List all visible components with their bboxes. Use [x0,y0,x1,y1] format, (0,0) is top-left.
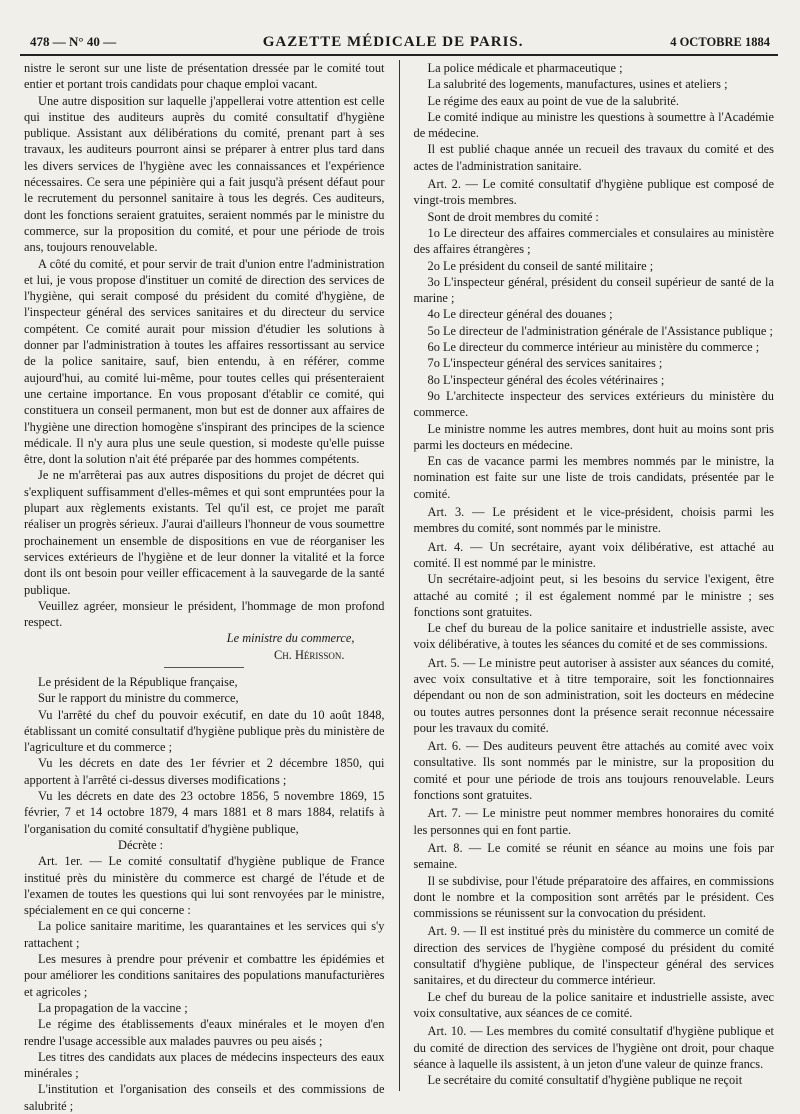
article-paragraph: Art. 7. — Le ministre peut nommer membres honoraires du comité les personnes qui en font partie. [413,806,774,837]
paragraph: Le chef du bureau de la police sanitaire et industrielle assiste, avec voix consultative, aux séances de ce comité. [413,989,774,1020]
paragraph: Veuillez agréer, monsieur le président, l'hommage de mon profond respect. [24,598,385,630]
decree-heading: Décrète : [118,837,164,852]
paragraph: Vu les décrets en date des 1er février et 2 décembre 1850, qui apportent à l'arrêté ci-dessus diverses modifications ; [24,756,385,787]
list-item: 2o Le président du conseil de santé militaire ; [427,258,654,273]
paragraph: La police sanitaire maritime, les quarantaines et les services qui s'y rattachent ; [24,919,385,950]
list-item: 1o Le directeur des affaires commerciales et consulaires au ministère des affaires étrangères ; [413,225,774,257]
paragraph: L'institution et l'organisation des conseils et des commissions de salubrité ; [24,1082,385,1113]
signature-name: Ch. Hérisson. [273,647,345,662]
right-column [414,60,775,1091]
paragraph: Le comité indique au ministre les questions à soumettre à l'Académie de médecine. [413,109,774,141]
list-item: 5o Le directeur de l'administration générale de l'Assistance publique ; [427,323,773,338]
list-item: 7o L'inspecteur général des services sanitaires ; [427,356,663,371]
list-item: 6o Le directeur du commerce intérieur au ministère du commerce ; [427,340,760,355]
paragraph: Sur le rapport du ministre du commerce, [38,691,239,706]
article-paragraph: Art. 9. — Il est institué près du ministère du commerce un comité de direction des services de l'hygiène composé du président du comité consultatif d'hygiène publique, de l'inspecteur général des services sanitaires, et du directeur du commerce intérieur. [413,924,774,988]
paragraph: nistre le seront sur une liste de présentation dressée par le comité tout entier et portant trois candidats pour chaque emploi vacant. [24,61,385,92]
section-separator [164,667,244,668]
paragraph: La police médicale et pharmaceutique ; [427,61,623,75]
article-paragraph: Art. 1er. — Le comité consultatif d'hygiène publique de France institué près du ministère du commerce est chargé de l'étude et de l'examen de toutes les questions qui lui sont renvoyées par le ministre, spécialement en ce qui concerne : [24,854,385,918]
page-number: 478 — N° 40 — [30,34,117,49]
paragraph: Le président de la République française, [38,674,238,689]
article-paragraph: Art. 4. — Un secrétaire, ayant voix délibérative, est attaché au comité. Il est nommé par le ministre. [413,539,774,570]
issue-date: 4 OCTOBRE 1884 [670,35,770,49]
paragraph: Vu les décrets en date des 23 octobre 1856, 5 novembre 1869, 15 février, 7 et 14 octobre 1879, 4 mars 1881 et 8 mars 1884, relatifs à l'organisation du comité consultatif d'hygiène publique, [24,789,385,836]
article-paragraph: Art. 10. — Les membres du comité consultatif d'hygiène publique et du comité de direction des services de l'hygiène ont droit, pour chaque séance à laquelle ils assistent, à un jeton d'une valeur de quinze francs. [413,1024,774,1071]
paragraph: Il est publié chaque année un recueil des travaux du comité et des actes de l'administration sanitaire. [413,142,774,173]
paragraph: Le ministre nomme les autres membres, dont huit au moins sont pris parmi les docteurs en médecine. [413,421,774,452]
paragraph: En cas de vacance parmi les membres nommés par le ministre, la nomination est faite sur une liste de trois candidats, présentée par le comité. [413,454,774,501]
list-item: 9o L'architecte inspecteur des services extérieurs du ministère du commerce. [413,388,774,420]
paragraph: Le régime des eaux au point de vue de la salubrité. [427,93,680,108]
list-item: 4o Le directeur général des douanes ; [427,307,613,322]
paragraph: Sont de droit membres du comité : [427,209,599,224]
article-paragraph: Art. 5. — Le ministre peut autoriser à assister aux séances du comité, avec voix consultative et à titre temporaire, soit les fonctionnaires dépendant ou non de son administration, soit les docteurs en médecine ou toutes autres personnes dont la présence serait reconnue nécessaire pour les travaux du comité. [413,655,774,735]
left-column [24,60,385,1113]
paragraph: Il se subdivise, pour l'étude préparatoire des affaires, en commissions dont le nombre et la composition sont arrêtés par le président. Ces commissions se réunissent sur la convocation du président. [413,873,774,921]
paragraph: Le chef du bureau de la police sanitaire et industrielle assiste, avec voix délibérative, à toutes les séances du comité et de ses commissions. [413,621,774,652]
paragraph: Les titres des candidats aux places de médecins inspecteurs des eaux minérales ; [24,1049,385,1081]
paragraph: Le secrétaire du comité consultatif d'hygiène publique ne reçoit [427,1073,743,1088]
journal-title: GAZETTE MÉDICALE DE PARIS. [262,34,524,50]
article-paragraph: Art. 6. — Des auditeurs peuvent être attachés au comité avec voix consultative. Ils sont nommés par le ministre, sur la proposition du comité et pour une période de trois ans toujours renouvelable. Leurs fonctions sont gratuites. [413,739,774,803]
paragraph: Un secrétaire-adjoint peut, si les besoins du service l'exigent, être attaché au comité ; il est également nommé par le ministre ; ses fonctions sont gratuites. [413,572,774,619]
article-paragraph: Art. 3. — Le président et le vice-président, choisis parmi les membres du comité, sont nommés par le ministre. [413,505,774,536]
paragraph: A côté du comité, et pour servir de trait d'union entre l'administration et lui, je vous propose d'instituer un comité de direction des services de l'hygiène, qui serait composé du président du comité d'hygiène, de l'inspecteur général des services sanitaires et du directeur du service compétent. Ce comité aurait pour mission d'étudier les solutions à donner par l'administration à toutes les affaires ressortissant au service de la police sanitaire, sauf, bien entendu, à en référer, comme aujourd'hui, au comité lui-même, pour toutes celles qui présenteraient une certaine importance. En vous proposant d'établir ce comité, qui constituera un conseil permanent, mon but est de donner aux affaires de l'hygiène une direction homogène s'inspirant des principes de la science médicale. Il n'y aura plus une seule question, si modeste qu'elle puisse être, dont la solution n'ait été préparée par des hommes compétents. [24,256,385,467]
page-header [30,32,770,52]
paragraph: La salubrité des logements, manufactures, usines et ateliers ; [427,77,728,92]
column-divider [399,60,400,1091]
list-item: 3o L'inspecteur général, président du conseil supérieur de santé de la marine ; [413,274,774,306]
article-paragraph: Art. 8. — Le comité se réunit en séance au moins une fois par semaine. [413,840,774,872]
list-item: 8o L'inspecteur général des écoles vétérinaires ; [427,372,665,387]
paragraph: Le régime des établissements d'eaux minérales et le moyen d'en rendre l'usage accessible aux malades pauvres ou peu aisés ; [24,1017,385,1048]
article-columns [24,60,774,1113]
paragraph: La propagation de la vaccine ; [38,1000,188,1015]
paragraph: Je ne m'arrêterai pas aux autres dispositions du projet de décret qui s'expliquent suffisamment d'elles-mêmes et qui sont empruntées pour la plupart aux règlements existants. Tel qu'il est, ce projet me paraît réaliser un progrès sérieux. J'aurai d'ailleurs l'honneur de vous soumettre prochainement un ensemble de dispositions en vue de réorganiser les services extérieurs de l'hygiène et de leur donner la vitalité et la force dont ils ont besoin pour veiller efficacement à la sauvegarde de la santé publique. [24,468,385,597]
paragraph: Vu l'arrêté du chef du pouvoir exécutif, en date du 10 août 1848, établissant un comité consultatif d'hygiène publique près du ministère de l'agriculture et du commerce ; [24,707,385,755]
paragraph: Une autre disposition sur laquelle j'appellerai votre attention est celle qui institue des auditeurs auprès du comité consultatif d'hygiène publique. Assistant aux délibérations du comité, prenant part à ses travaux, les auditeurs pourront ainsi se préparer à entrer plus tard dans les divers services de l'hygiène avec les connaissances et l'expérience nécessaires. Ce sera une pépinière qui a fait jusqu'à présent défaut pour le recrutement du personnel sanitaire à tous les degrés. Ces auditeurs, dont les fonctions seraient gratuites, seraient nommés par le ministre du commerce, sur la proposition du comité, et pour une période de trois ans, toujours renouvelable. [24,93,385,255]
signature-title: Le ministre du commerce, [226,631,355,646]
paragraph: Les mesures à prendre pour prévenir et combattre les épidémies et pour améliorer les conditions sanitaires des populations manufacturières et agricoles ; [24,952,385,999]
article-paragraph: Art. 2. — Le comité consultatif d'hygiène publique est composé de vingt-trois membres. [413,177,774,208]
header-rule [20,54,778,56]
